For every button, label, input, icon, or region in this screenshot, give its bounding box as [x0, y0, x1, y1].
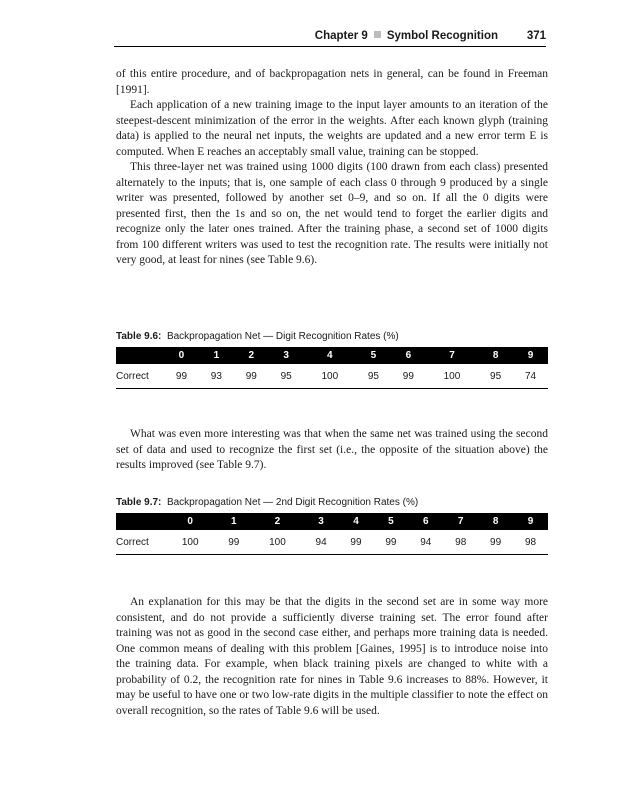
header-cell: 6: [391, 347, 426, 364]
table-header-row: [116, 513, 548, 530]
paragraph-3: This three-layer net was trained using 1000 digits (100 drawn from each class) presented alternately to the inputs; that is, one sample of each class 0 through 9 produced by a single writer was presented, followed by another set 0–9, and so on. If all the 0 digits were presented first, then the 1s and so on, the net would tend to forget the earlier digits and recognize only the later ones trained. After the training phase, a second set of 1000 digits from 100 different writers was used to test the recognition rate. The results were initially not very good, at least for nines (see Table 9.6).: [116, 161, 548, 266]
table-9-6-label: Table 9.6:: [116, 331, 162, 342]
table-cell: 100: [164, 530, 216, 555]
header-cell: 8: [478, 513, 513, 530]
header-cell: 3: [304, 513, 339, 530]
table-9-6-title: Backpropagation Net — Digit Recognition Rates (%): [166, 331, 399, 342]
table-cell: 95: [478, 364, 513, 389]
header-cell: 2: [251, 513, 303, 530]
paragraph-1: of this entire procedure, and of backpropagation nets in general, can be found in Freeman [1991].: [116, 68, 548, 96]
header-cell: 4: [304, 347, 356, 364]
table-row: [116, 364, 548, 389]
header-cell: 9: [513, 513, 548, 530]
table-cell: 99: [216, 530, 251, 555]
table-cell: 99: [391, 364, 426, 389]
section-title: Symbol Recognition: [386, 30, 498, 42]
header-cell: 4: [339, 513, 374, 530]
table-cell: 93: [199, 364, 234, 389]
table-9-7: [116, 513, 548, 555]
header-cell: 3: [269, 347, 304, 364]
table-9-6-caption: [116, 331, 399, 342]
header-cell: 1: [216, 513, 251, 530]
header-cell: 0: [164, 347, 199, 364]
header-cell: 6: [408, 513, 443, 530]
header-cell-empty: [116, 513, 164, 530]
table-cell: 99: [234, 364, 269, 389]
table-cell: 95: [269, 364, 304, 389]
running-header: [114, 28, 546, 48]
header-cell: 0: [164, 513, 216, 530]
header-cell: 5: [356, 347, 391, 364]
table-cell: 95: [356, 364, 391, 389]
header-cell: 8: [478, 347, 513, 364]
paragraph-4: What was even more interesting was that when the same net was trained using the second set of data and used to recognize the first set (i.e., the opposite of the situation above) the results improved (see Table 9.7).: [116, 428, 548, 471]
table-cell: 94: [304, 530, 339, 555]
table-cell: 99: [478, 530, 513, 555]
header-cell: 5: [373, 513, 408, 530]
header-cell: 2: [234, 347, 269, 364]
body-text-bottom: [116, 595, 548, 719]
table-cell: 74: [513, 364, 548, 389]
table-cell: 100: [251, 530, 303, 555]
table-cell: 100: [426, 364, 478, 389]
header-cell: 7: [443, 513, 478, 530]
header-cell: 1: [199, 347, 234, 364]
table-9-6: [116, 347, 548, 389]
table-9-7-title: Backpropagation Net — 2nd Digit Recognition Rates (%): [166, 497, 419, 508]
table-row: [116, 530, 548, 555]
paragraph-2: Each application of a new training image to the input layer amounts to an iteration of the steepest-descent minimization of the error in the weights. After each known glyph (training data) is applied to the neural net inputs, the weights are updated and a new error term E is computed. When E reaches an acceptably small value, training can be stopped.: [116, 99, 548, 158]
table-cell: 99: [164, 364, 199, 389]
table-cell: 98: [443, 530, 478, 555]
row-label: Correct: [116, 530, 164, 555]
row-label: Correct: [116, 364, 164, 389]
header-rule: [114, 46, 546, 47]
separator-square-icon: [374, 31, 381, 38]
table-cell: 99: [339, 530, 374, 555]
table-header-row: [116, 347, 548, 364]
header-cell-empty: [116, 347, 164, 364]
chapter-label: Chapter 9: [314, 30, 368, 42]
table-cell: 99: [373, 530, 408, 555]
paragraph-5: An explanation for this may be that the digits in the second set are in some way more consistent, and do not provide a sufficiently diverse training set. The error found after training was not as good in the second case either, and perhaps more training data is needed. One common means of dealing with this problem [Gaines, 1995] is to introduce noise into the training data. For example, when black training pixels are changed to white with a probability of 0.2, the recognition rate for nines in Table 9.6 increases to 88%. However, it may be useful to have one or two low-rate digits in the multiple classifier to note the effect on overall recognition, so the rates of Table 9.6 will be used.: [116, 596, 548, 717]
table-cell: 94: [408, 530, 443, 555]
chapter-title: [315, 30, 498, 42]
table-9-7-caption: [116, 497, 418, 508]
page-number: 371: [526, 30, 546, 42]
header-cell: 9: [513, 347, 548, 364]
body-text-top: [116, 67, 548, 269]
table-cell: 100: [304, 364, 356, 389]
table-cell: 98: [513, 530, 548, 555]
body-text-middle: [116, 427, 548, 474]
table-9-7-label: Table 9.7:: [116, 497, 162, 508]
header-cell: 7: [426, 347, 478, 364]
